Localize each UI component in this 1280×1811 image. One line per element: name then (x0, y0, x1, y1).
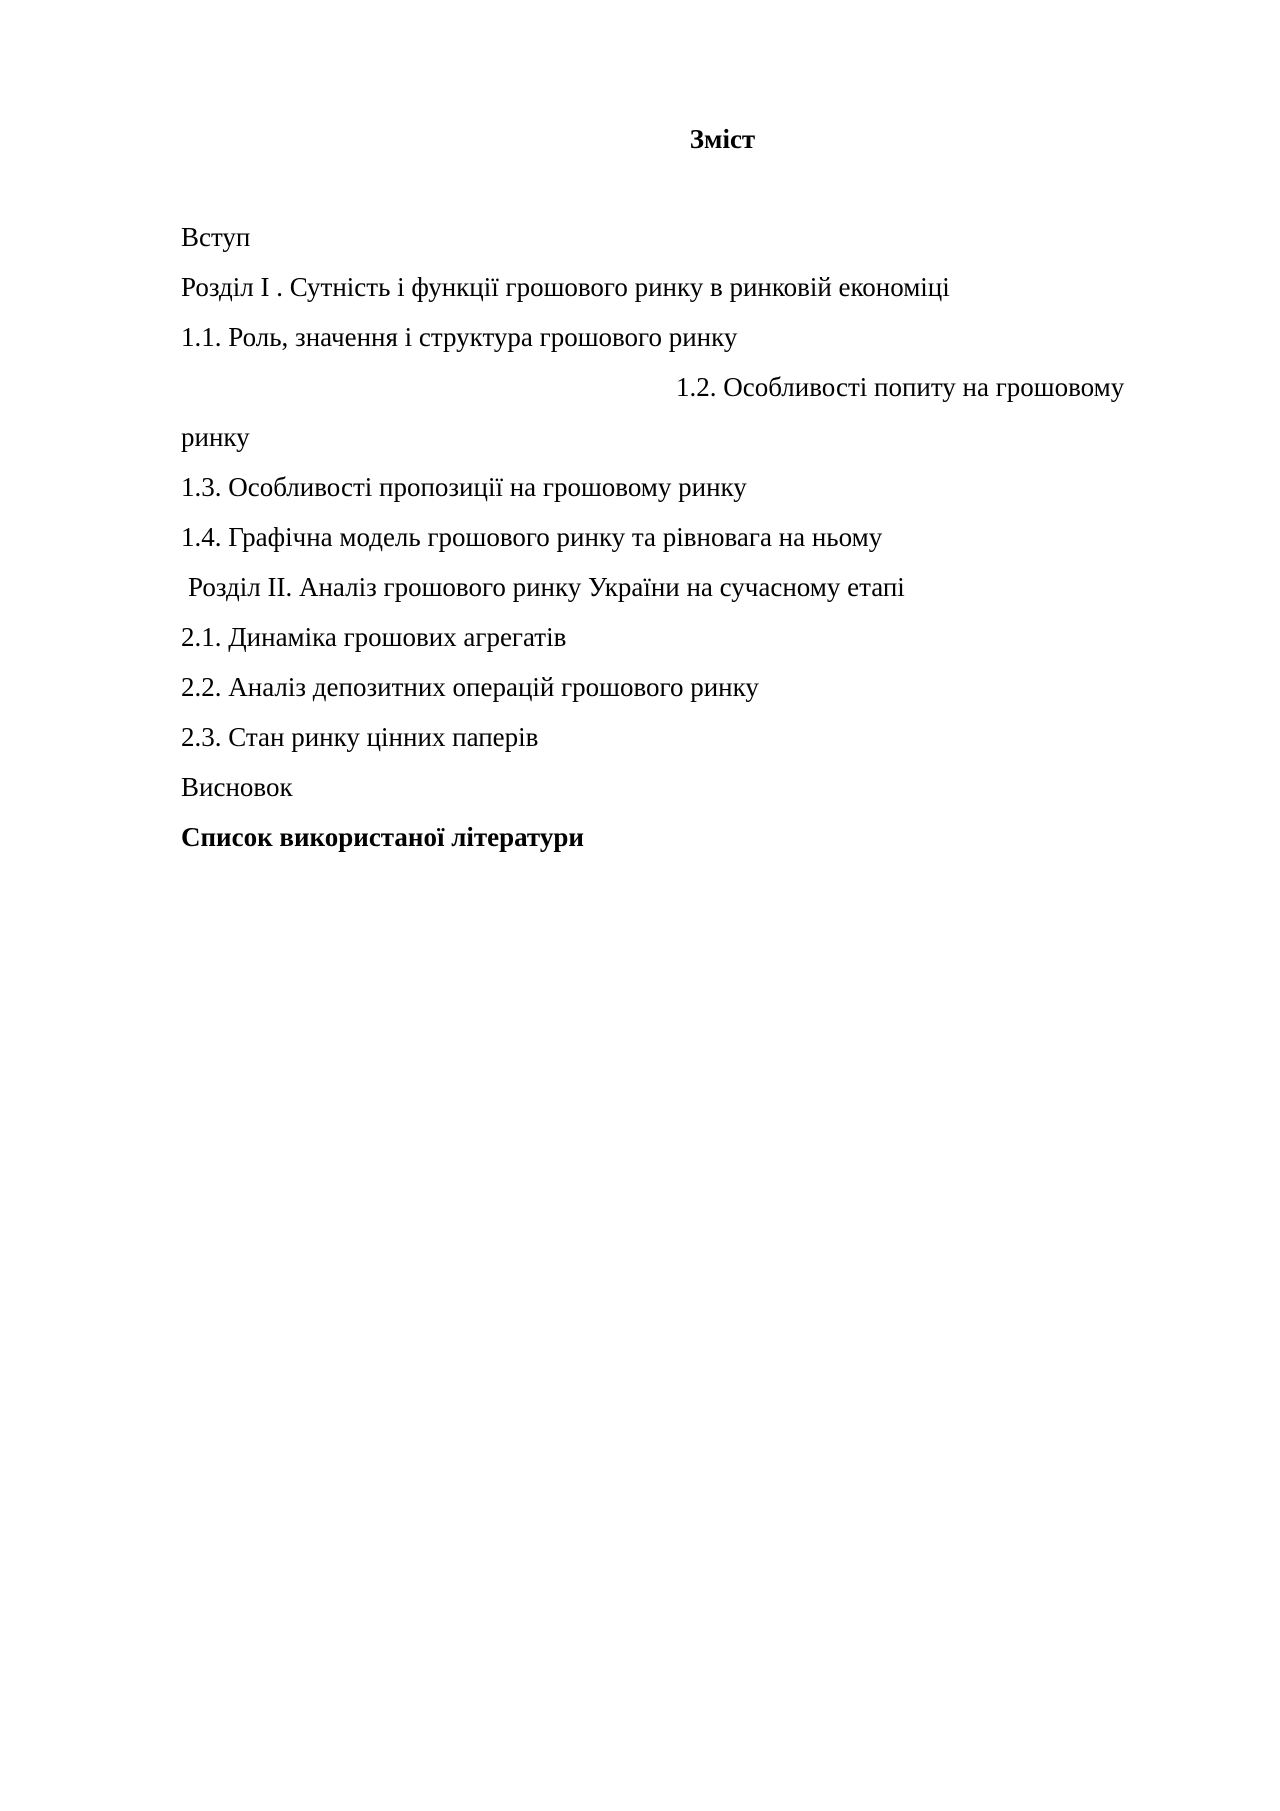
toc-item-section-2: Розділ ІІ. Аналіз грошового ринку України на сучасному етапі (188, 572, 905, 602)
toc-item-2-1: 2.1. Динаміка грошових агрегатів (181, 622, 567, 652)
toc-item-references: Список використаної літератури (181, 822, 584, 852)
toc-item-1-3: 1.3. Особливості пропозиції на грошовому ринку (181, 472, 747, 502)
page-title: Зміст (689, 124, 756, 154)
toc-item-introduction: Вступ (181, 222, 251, 252)
toc-item-2-2: 2.2. Аналіз депозитних операцій грошового ринку (181, 672, 759, 702)
toc-item-2-3: 2.3. Стан ринку цінних паперів (181, 722, 539, 752)
toc-item-1-2-continuation: ринку (181, 422, 250, 452)
toc-item-1-1: 1.1. Роль, значення і структура грошового ринку (181, 322, 738, 352)
toc-item-1-2: 1.2. Особливості попиту на грошовому (676, 372, 1125, 402)
table-of-contents (181, 212, 1181, 862)
toc-item-conclusion: Висновок (181, 772, 293, 802)
toc-item-1-4: 1.4. Графічна модель грошового ринку та рівновага на ньому (181, 522, 883, 552)
toc-item-section-1: Розділ І . Сутність і функції грошового ринку в ринковій економіці (181, 272, 950, 302)
